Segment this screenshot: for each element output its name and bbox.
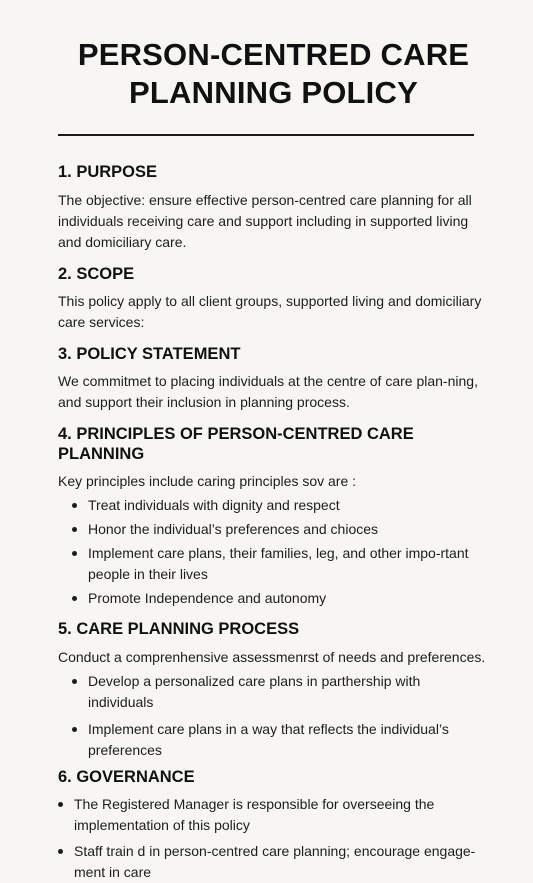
list-item: Staff train d in person-centred care planning; encourage engage-ment in care: [58, 841, 489, 883]
section-heading: 3. POLICY STATEMENT: [58, 345, 241, 363]
section-scope: [58, 264, 489, 333]
section-text: We commitmet to placing individuals at the centre of care plan-ning, and support their inclusion in planning process.: [58, 373, 478, 410]
section-text: The objective: ensure effective person-centred care planning for all individuals receiving care and support including in supported living and domiciliary care.: [58, 192, 472, 250]
bullet-icon: [72, 679, 77, 684]
process-list: [58, 671, 489, 761]
section-policy-statement: [58, 344, 489, 413]
section-heading: 5. CARE PLANNING PROCESS: [58, 620, 300, 638]
list-item: Treat individuals with dignity and respect: [58, 495, 489, 516]
list-item: Honor the individual’s preferences and chioces: [58, 519, 489, 540]
section-text: Conduct a comprenhensive assessmenrst of needs and preferences.: [58, 649, 486, 665]
section-care-planning-process: [58, 619, 489, 761]
bullet-icon: [58, 849, 63, 854]
section-purpose: [58, 162, 489, 253]
bullet-icon: [72, 596, 77, 601]
section-text: Key principles include caring principles sov are :: [58, 473, 357, 489]
bullet-icon: [72, 503, 77, 508]
governance-list: [58, 794, 489, 883]
section-heading: 4. PRINCIPLES OF PERSON-CENTRED CARE PLANNING: [58, 425, 414, 463]
principles-list: [58, 495, 489, 609]
section-governance: [58, 767, 489, 883]
list-item: Implement care plans, their families, leg, and other impo-rtant people in their lives: [58, 543, 489, 585]
list-item: Promote Independence and autonomy: [58, 588, 489, 609]
section-heading: 1. PURPOSE: [58, 163, 158, 181]
page-title: PERSON-CENTRED CARE PLANNING POLICY: [77, 37, 470, 110]
section-heading: 2. SCOPE: [58, 265, 135, 283]
bullet-icon: [72, 527, 77, 532]
list-item: The Registered Manager is responsible for overseeing the implementation of this policy: [58, 794, 489, 836]
section-principles: [58, 424, 489, 609]
bullet-icon: [58, 802, 63, 807]
list-item: Develop a personalized care plans in parthership with individuals: [58, 671, 489, 713]
section-heading: 6. GOVERNANCE: [58, 768, 195, 786]
title-divider: [58, 134, 474, 136]
section-text: This policy apply to all client groups, supported living and domiciliary care services:: [58, 293, 482, 330]
bullet-icon: [72, 551, 77, 556]
bullet-icon: [72, 727, 77, 732]
list-item: Implement care plans in a way that reflects the individual’s preferences: [58, 719, 489, 761]
